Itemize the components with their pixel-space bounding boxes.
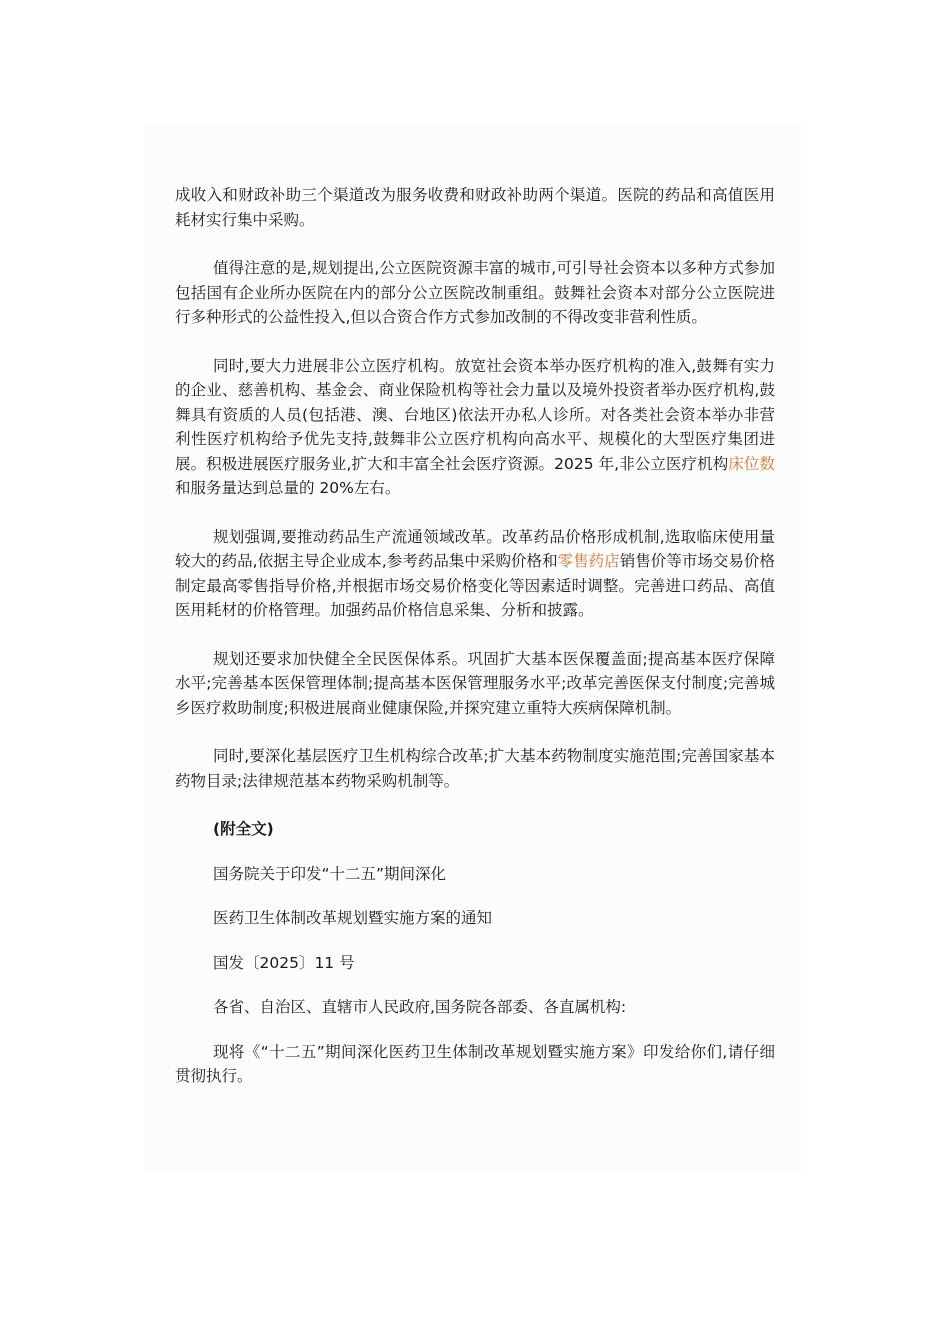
paragraph-5: 规划还要求加快健全全民医保体系。巩固扩大基本医保覆盖面;提高基本医疗保障水平;完善基本医保管理体制;提高基本医保管理服务水平;改革完善医保支付制度;完善城乡医疗救助制度;积极进展商业健康保险,并探究建立重特大疾病保障机制。 [175,649,775,717]
paragraph-4 [175,525,775,623]
paragraph-4-text-b: 销售价等市场交易价格制定最高零售指导价格,并根据市场交易价格变化等因素适时调整。完善进口药品、高值医用耗材的价格管理。加强药品价格信息采集、分析和披露。 [175,552,775,619]
notice-title-line-1: 国务院关于印发“十二五”期间深化 [213,864,447,883]
full-text-marker: (附全文) [213,820,274,838]
paragraph-3 [175,354,775,501]
paragraph-notice-body: 现将《“十二五”期间深化医药卫生体制改革规划暨实施方案》印发给你们,请仔细贯彻执行。 [175,1042,775,1085]
hospital-beds-link[interactable]: 床位数 [728,454,775,473]
document-body [175,183,775,1113]
paragraph-4-text-a: 规划强调,要推动药品生产流通领域改革。改革药品价格形成机制,选取临床使用量较大的药品,依据主导企业成本,参考药品集中采购价格和 [175,527,775,570]
paragraph-2: 值得注意的是,规划提出,公立医院资源丰富的城市,可引导社会资本以多种方式参加包括国有企业所办医院在内的部分公立医院改制重组。鼓舞社会资本对部分公立医院进行多种形式的公益性投入,但以合资合作方式参加改制的不得改变非营利性质。 [175,259,775,326]
paragraph-1: 成收入和财政补助三个渠道改为服务收费和财政补助两个渠道。医院的药品和高值医用耗材实行集中采购。 [175,186,775,229]
retail-pharmacy-link[interactable]: 零售药店 [557,552,620,570]
notice-title-line-2: 医药卫生体制改革规划暨实施方案的通知 [213,909,493,927]
paragraph-3-text-b: 和服务量达到总量的 20%左右。 [175,479,401,497]
paragraph-6: 同时,要深化基层医疗卫生机构综合改革;扩大基本药物制度实施范围;完善国家基本药物目录;法律规范基本药物采购机制等。 [175,747,775,790]
addressees: 各省、自治区、直辖市人民政府,国务院各部委、各直属机构: [213,998,627,1016]
paragraph-3-text-a: 同时,要大力进展非公立医疗机构。放宽社会资本举办医疗机构的准入,鼓舞有实力的企业、慈善机构、基金会、商业保险机构等社会力量以及境外投资者举办医疗机构,鼓舞具有资质的人员(包括港、澳、台地区)依法开办私人诊所。对各类社会资本举办非营利性医疗机构给予优先支持,鼓舞非公立医疗机构向高水平、规模化的大型医疗集团进展。积极进展医疗服务业,扩大和丰富全社会医疗资源。2025 年,非公立医疗机构 [175,356,775,473]
document-number: 国发〔2025〕11 号 [213,953,355,972]
